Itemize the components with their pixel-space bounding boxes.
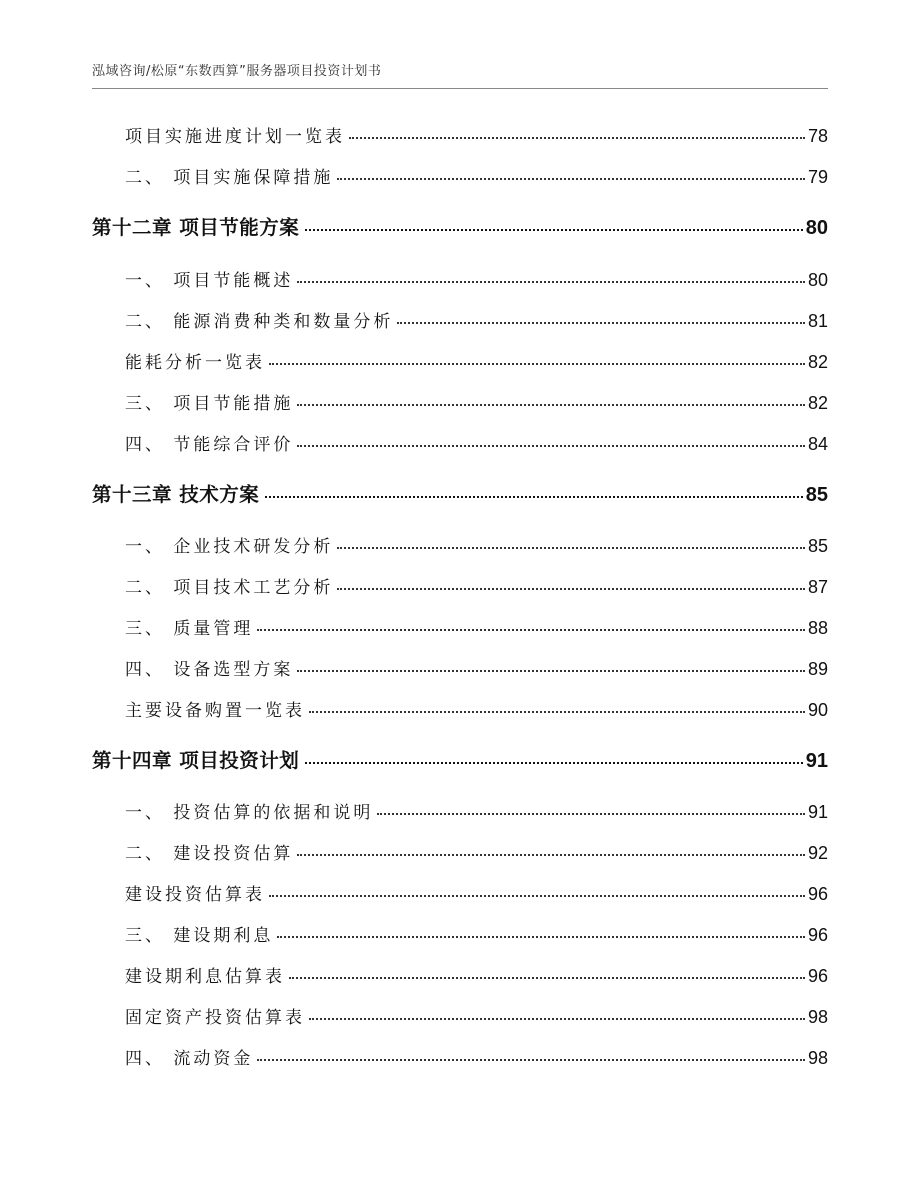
toc-leader-dots bbox=[337, 178, 805, 180]
toc-page-number: 84 bbox=[807, 434, 828, 454]
toc-page-number: 98 bbox=[807, 1007, 828, 1027]
toc-leader-dots bbox=[337, 588, 805, 590]
toc-entry-title: 建设投资估算表 bbox=[125, 885, 265, 905]
toc-entry[interactable] bbox=[125, 122, 828, 148]
toc-leader-dots bbox=[305, 229, 802, 231]
toc-entry[interactable] bbox=[125, 348, 828, 374]
toc-page-number: 82 bbox=[807, 393, 828, 413]
toc-leader-dots bbox=[297, 670, 805, 672]
toc-entry[interactable] bbox=[125, 655, 828, 681]
toc-entry[interactable] bbox=[125, 532, 828, 558]
toc-chapter-title: 第十四章 项目投资计划 bbox=[92, 749, 300, 772]
toc-leader-dots bbox=[269, 895, 805, 897]
toc-leader-dots bbox=[397, 322, 805, 324]
toc-entry-title: 项目实施进度计划一览表 bbox=[125, 127, 345, 147]
toc-leader-dots bbox=[257, 629, 805, 631]
toc-chapter-entry[interactable] bbox=[92, 479, 828, 507]
toc-entry-title: 建设期利息估算表 bbox=[125, 967, 285, 987]
toc-entry-title: 二、 能源消费种类和数量分析 bbox=[125, 312, 394, 332]
toc-leader-dots bbox=[297, 854, 805, 856]
toc-leader-dots bbox=[257, 1059, 805, 1061]
toc-leader-dots bbox=[305, 762, 802, 764]
toc-entry-title: 三、 建设期利息 bbox=[125, 926, 274, 946]
toc-entry-title: 能耗分析一览表 bbox=[125, 353, 265, 373]
toc-entry[interactable] bbox=[125, 389, 828, 415]
toc-leader-dots bbox=[337, 547, 805, 549]
toc-page-number: 90 bbox=[807, 700, 828, 720]
toc-leader-dots bbox=[297, 281, 805, 283]
toc-entry[interactable] bbox=[125, 962, 828, 988]
toc-entry-title: 一、 企业技术研发分析 bbox=[125, 537, 334, 557]
toc-page-number: 85 bbox=[807, 536, 828, 556]
page-header: 泓域咨询/松原“东数西算”服务器项目投资计划书 bbox=[92, 64, 382, 79]
toc-entry-title: 四、 设备选型方案 bbox=[125, 660, 294, 680]
toc-leader-dots bbox=[265, 496, 802, 498]
toc-leader-dots bbox=[297, 445, 805, 447]
toc-page-number: 96 bbox=[807, 925, 828, 945]
toc-page-number: 80 bbox=[807, 270, 828, 290]
toc-page-number: 96 bbox=[807, 966, 828, 986]
toc-entry-title: 二、 项目技术工艺分析 bbox=[125, 578, 334, 598]
toc-entry[interactable] bbox=[125, 880, 828, 906]
toc-chapter-title: 第十三章 技术方案 bbox=[92, 483, 260, 506]
toc-entry[interactable] bbox=[125, 839, 828, 865]
toc-page-number: 79 bbox=[807, 167, 828, 187]
toc-page-number: 96 bbox=[807, 884, 828, 904]
toc-page-number: 92 bbox=[807, 843, 828, 863]
toc-leader-dots bbox=[309, 1018, 805, 1020]
toc-page-number: 78 bbox=[807, 126, 828, 146]
toc-entry-title: 四、 节能综合评价 bbox=[125, 435, 294, 455]
toc-leader-dots bbox=[277, 936, 805, 938]
toc-entry[interactable] bbox=[125, 696, 828, 722]
toc-page-number: 88 bbox=[807, 618, 828, 638]
toc-entry-title: 一、 项目节能概述 bbox=[125, 271, 294, 291]
toc-chapter-entry[interactable] bbox=[92, 745, 828, 773]
toc-entry[interactable] bbox=[125, 614, 828, 640]
toc-chapter-title: 第十二章 项目节能方案 bbox=[92, 216, 300, 239]
toc-entry[interactable] bbox=[125, 573, 828, 599]
toc-page-number: 91 bbox=[805, 750, 828, 772]
toc-page-number: 82 bbox=[807, 352, 828, 372]
toc-entry-title: 四、 流动资金 bbox=[125, 1049, 254, 1069]
toc-page-number: 87 bbox=[807, 577, 828, 597]
toc-entry-title: 三、 质量管理 bbox=[125, 619, 254, 639]
toc-entry[interactable] bbox=[125, 798, 828, 824]
toc-page-number: 80 bbox=[805, 217, 828, 239]
toc-entry-title: 三、 项目节能措施 bbox=[125, 394, 294, 414]
toc-leader-dots bbox=[269, 363, 805, 365]
toc-entry-title: 主要设备购置一览表 bbox=[125, 701, 305, 721]
toc-entry-title: 二、 建设投资估算 bbox=[125, 844, 294, 864]
toc-entry[interactable] bbox=[125, 266, 828, 292]
toc-entry[interactable] bbox=[125, 163, 828, 189]
toc-leader-dots bbox=[309, 711, 805, 713]
toc-page-number: 89 bbox=[807, 659, 828, 679]
toc-entry[interactable] bbox=[125, 1044, 828, 1070]
toc-page-number: 85 bbox=[805, 484, 828, 506]
toc-page-number: 91 bbox=[807, 802, 828, 822]
toc-page-number: 98 bbox=[807, 1048, 828, 1068]
toc-entry[interactable] bbox=[125, 307, 828, 333]
toc-leader-dots bbox=[349, 137, 805, 139]
toc-leader-dots bbox=[297, 404, 805, 406]
toc-entry-title: 固定资产投资估算表 bbox=[125, 1008, 305, 1028]
toc-chapter-entry[interactable] bbox=[92, 212, 828, 240]
toc-entry[interactable] bbox=[125, 430, 828, 456]
toc-entry-title: 一、 投资估算的依据和说明 bbox=[125, 803, 374, 823]
toc-entry[interactable] bbox=[125, 1003, 828, 1029]
toc-entry[interactable] bbox=[125, 921, 828, 947]
toc-leader-dots bbox=[289, 977, 805, 979]
toc-entry-title: 二、 项目实施保障措施 bbox=[125, 168, 334, 188]
toc-page-number: 81 bbox=[807, 311, 828, 331]
toc-leader-dots bbox=[377, 813, 805, 815]
